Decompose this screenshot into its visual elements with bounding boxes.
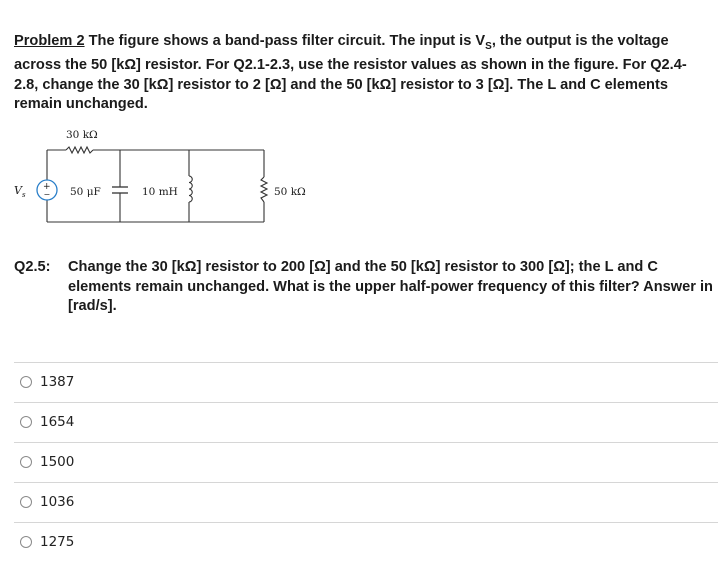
question-text: Change the 30 [kΩ] resistor to 200 [Ω] and the 50 [kΩ] resistor to 300 [Ω]; the L and C elements remain unchanged. What is the upper half-power frequency of this filter? Answer in [rad/s]. xyxy=(68,259,713,314)
radio-button[interactable] xyxy=(20,376,32,388)
question-number: Q2.5: xyxy=(14,259,51,275)
answer-option[interactable] xyxy=(14,522,718,562)
problem-label: Problem 2 xyxy=(14,33,85,49)
answer-label: 1275 xyxy=(40,534,75,550)
radio-button[interactable] xyxy=(20,536,32,548)
r-series-label: 30 kΩ xyxy=(66,129,98,141)
circuit-diagram xyxy=(14,124,344,224)
problem-text-start: The figure shows a band-pass filter circuit. The input is V xyxy=(84,33,486,49)
problem-text-rest: , the output is the voltage across the 50 [kΩ] resistor. For Q2.1-2.3, use the resistor values as shown in the figure. For Q2.4-2.8, change the 30 [kΩ] resistor to 2 [Ω] and the 50 [kΩ] resistor to 3 [Ω]. The L and C elements remain unchanged. xyxy=(14,33,687,113)
r-load-label: 50 kΩ xyxy=(274,186,306,198)
capacitor-symbol xyxy=(112,187,128,193)
answer-option[interactable] xyxy=(14,362,718,402)
circuit-wires xyxy=(47,147,264,222)
problem-statement xyxy=(14,32,704,115)
answer-options xyxy=(14,362,718,562)
capacitor-label: 50 μF xyxy=(70,186,101,198)
radio-button[interactable] xyxy=(20,456,32,468)
inductor-symbol xyxy=(189,176,192,202)
radio-button[interactable] xyxy=(20,416,32,428)
answer-label: 1387 xyxy=(40,374,75,390)
answer-option[interactable] xyxy=(14,482,718,522)
inductor-label: 10 mH xyxy=(142,186,178,198)
answer-label: 1036 xyxy=(40,494,75,510)
answer-label: 1500 xyxy=(40,454,75,470)
r-load-symbol xyxy=(261,177,267,202)
vs-subscript: S xyxy=(485,40,492,52)
answer-label: 1654 xyxy=(40,414,75,430)
source-label: V xyxy=(14,184,22,197)
answer-option[interactable] xyxy=(14,402,718,442)
source-minus: − xyxy=(43,190,51,199)
answer-option[interactable] xyxy=(14,442,718,482)
source-sub-label: s xyxy=(22,191,26,199)
r-series-symbol xyxy=(66,147,93,153)
radio-button[interactable] xyxy=(20,496,32,508)
source-plus: + xyxy=(43,182,51,192)
